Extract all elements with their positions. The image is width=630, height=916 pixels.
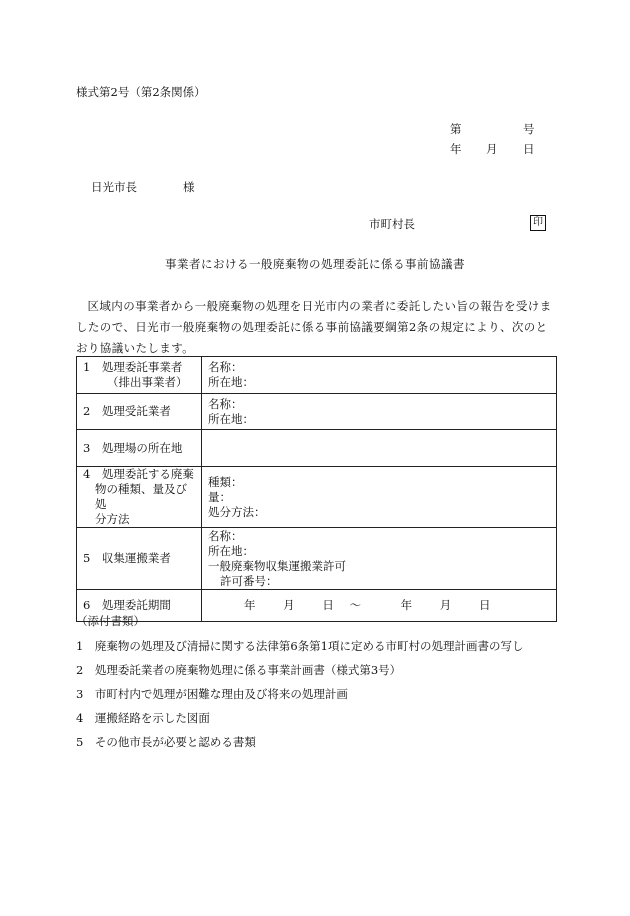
row-value-line: 処分方法： <box>208 504 266 519</box>
row-label-line: 4 処理委託する廃棄 <box>83 467 194 481</box>
date-month-label: 月 <box>486 142 498 156</box>
attachment-item: 2 処理委託業者の廃棄物処理に係る事業計画書（様式第3号） <box>76 663 402 677</box>
table-row <box>77 357 557 394</box>
table-row <box>77 394 557 430</box>
period-start-day: 日 <box>322 598 334 612</box>
period-end-day: 日 <box>478 598 491 612</box>
attachment-item: 4 運搬経路を示した図面 <box>76 711 210 725</box>
row-value-line: 一般廃棄物収集運搬業許可 <box>208 558 346 573</box>
sender-label: 市町村長 <box>369 217 415 231</box>
seal-mark: 印 <box>530 215 546 231</box>
document-title: 事業者における一般廃棄物の処理委託に係る事前協議書 <box>165 257 465 271</box>
row-label <box>77 394 202 430</box>
row-label-line: 3 処理場の所在地 <box>83 440 183 455</box>
row-value-line: 名称： <box>208 360 243 374</box>
row-value-line: 量： <box>208 489 231 504</box>
table-row <box>77 430 557 467</box>
attachment-item: 5 その他市長が必要と認める書類 <box>76 735 256 749</box>
table-row <box>77 590 557 622</box>
row-value-line: 所在地： <box>208 411 254 426</box>
row-label <box>77 467 202 528</box>
table-row <box>77 528 557 590</box>
document-number-label: 第 <box>450 122 462 136</box>
date-year-label: 年 <box>450 142 462 156</box>
row-value <box>202 394 557 430</box>
row-value-line: 所在地： <box>208 543 254 558</box>
period-separator: ～ <box>349 598 361 612</box>
row-label <box>77 528 202 590</box>
date-day-label: 日 <box>523 142 535 156</box>
period-end-month: 月 <box>439 598 452 612</box>
addressee-name: 日光市長 <box>91 180 137 194</box>
form-number: 様式第2号（第2条関係） <box>76 85 206 99</box>
row-value <box>202 590 557 622</box>
row-label-line: 1 処理委託事業者 <box>83 360 183 374</box>
addressee-honorific: 様 <box>183 180 195 194</box>
row-label <box>77 430 202 467</box>
row-value-line: 所在地： <box>208 375 254 389</box>
attachment-item: 1 廃棄物の処理及び清掃に関する法律第6条第1項に定める市町村の処理計画書の写し <box>76 639 524 653</box>
body-paragraph: 区域内の事業者から一般廃棄物の処理を日光市内の業者に委託したい旨の報告を受けましたので、日光市一般廃棄物の処理委託に係る事前協議要綱第2条の規定により、次のとおり協議いたします。 <box>76 299 552 355</box>
row-value <box>202 528 557 590</box>
period-start-month: 月 <box>283 598 295 612</box>
attachments-heading: （添付書類） <box>76 614 145 628</box>
table-row <box>77 467 557 528</box>
row-value-line: 許可番号： <box>220 573 278 588</box>
row-value-line: 名称： <box>208 396 243 411</box>
row-value-line: 種類： <box>208 474 243 489</box>
period-end-year: 年 <box>400 598 413 612</box>
row-label-line: 2 処理受託業者 <box>83 404 171 418</box>
row-value <box>202 467 557 528</box>
row-label-line: 5 収集運搬業者 <box>83 551 171 565</box>
row-label-line: 6 処理委託期間 <box>83 598 171 612</box>
row-label <box>77 357 202 394</box>
attachment-item: 3 市町村内で処理が困難な理由及び将来の処理計画 <box>76 687 348 701</box>
row-label-line: 分方法 <box>95 512 130 526</box>
period-start-year: 年 <box>244 598 256 612</box>
row-value-line: 名称： <box>208 528 243 543</box>
row-value <box>202 430 557 467</box>
row-label-line: 物の種類、量及び処 <box>95 482 187 511</box>
row-value <box>202 357 557 394</box>
consultation-table <box>76 356 557 622</box>
document-number-suffix: 号 <box>523 122 535 136</box>
row-label-line: （排出事業者） <box>107 375 188 389</box>
